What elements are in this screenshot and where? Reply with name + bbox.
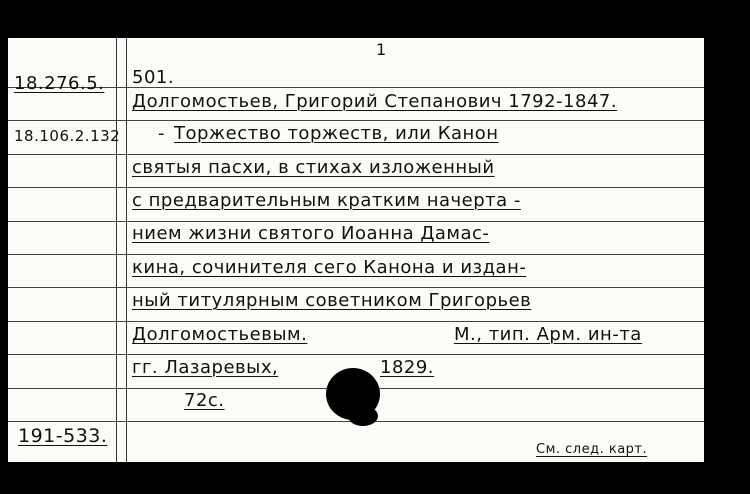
- shelf-mark-1: 18.276.5.: [14, 73, 105, 94]
- margin-line: [126, 38, 127, 462]
- year: 1829.: [380, 357, 435, 378]
- catalog-card: [8, 38, 704, 462]
- card-rule: [8, 254, 704, 255]
- card-rule: [8, 321, 704, 322]
- title-line-4: нием жизни святого Иоанна Дамас-: [132, 223, 490, 244]
- bottom-code: 191-533.: [18, 425, 108, 447]
- title-line-2: святыя пасхи, в стихах изложенный: [132, 157, 495, 178]
- card-rule: [8, 221, 704, 222]
- entry-number: 501.: [132, 67, 175, 88]
- title-line-6: ный титулярным советником Григорьев: [132, 290, 532, 311]
- title-line-3: с предварительным кратким начерта -: [132, 190, 521, 211]
- publisher-line: гг. Лазаревых,: [132, 357, 279, 378]
- title-line-7: Долгомостьевым.: [132, 324, 308, 345]
- pages: 72с.: [184, 390, 225, 411]
- card-rule: [8, 287, 704, 288]
- top-mark: 1: [376, 40, 387, 59]
- ink-blot: [348, 406, 378, 426]
- title-line-5: кина, сочинителя сего Канона и издан-: [132, 257, 527, 278]
- shelf-mark-2: 18.106.2.132: [14, 127, 121, 145]
- imprint: М., тип. Арм. ин-та: [454, 324, 642, 345]
- dash: -: [158, 123, 165, 144]
- title-line-1: Торжество торжеств, или Канон: [174, 123, 499, 144]
- card-rule: [8, 354, 704, 355]
- margin-line: [116, 38, 117, 462]
- card-rule: [8, 154, 704, 155]
- card-rule: [8, 120, 704, 121]
- author-heading: Долгомостьев, Григорий Степанович 1792-1847.: [132, 91, 618, 112]
- see-next-card: См. след. карт.: [536, 442, 648, 457]
- card-rule: [8, 187, 704, 188]
- card-rule: [8, 87, 704, 88]
